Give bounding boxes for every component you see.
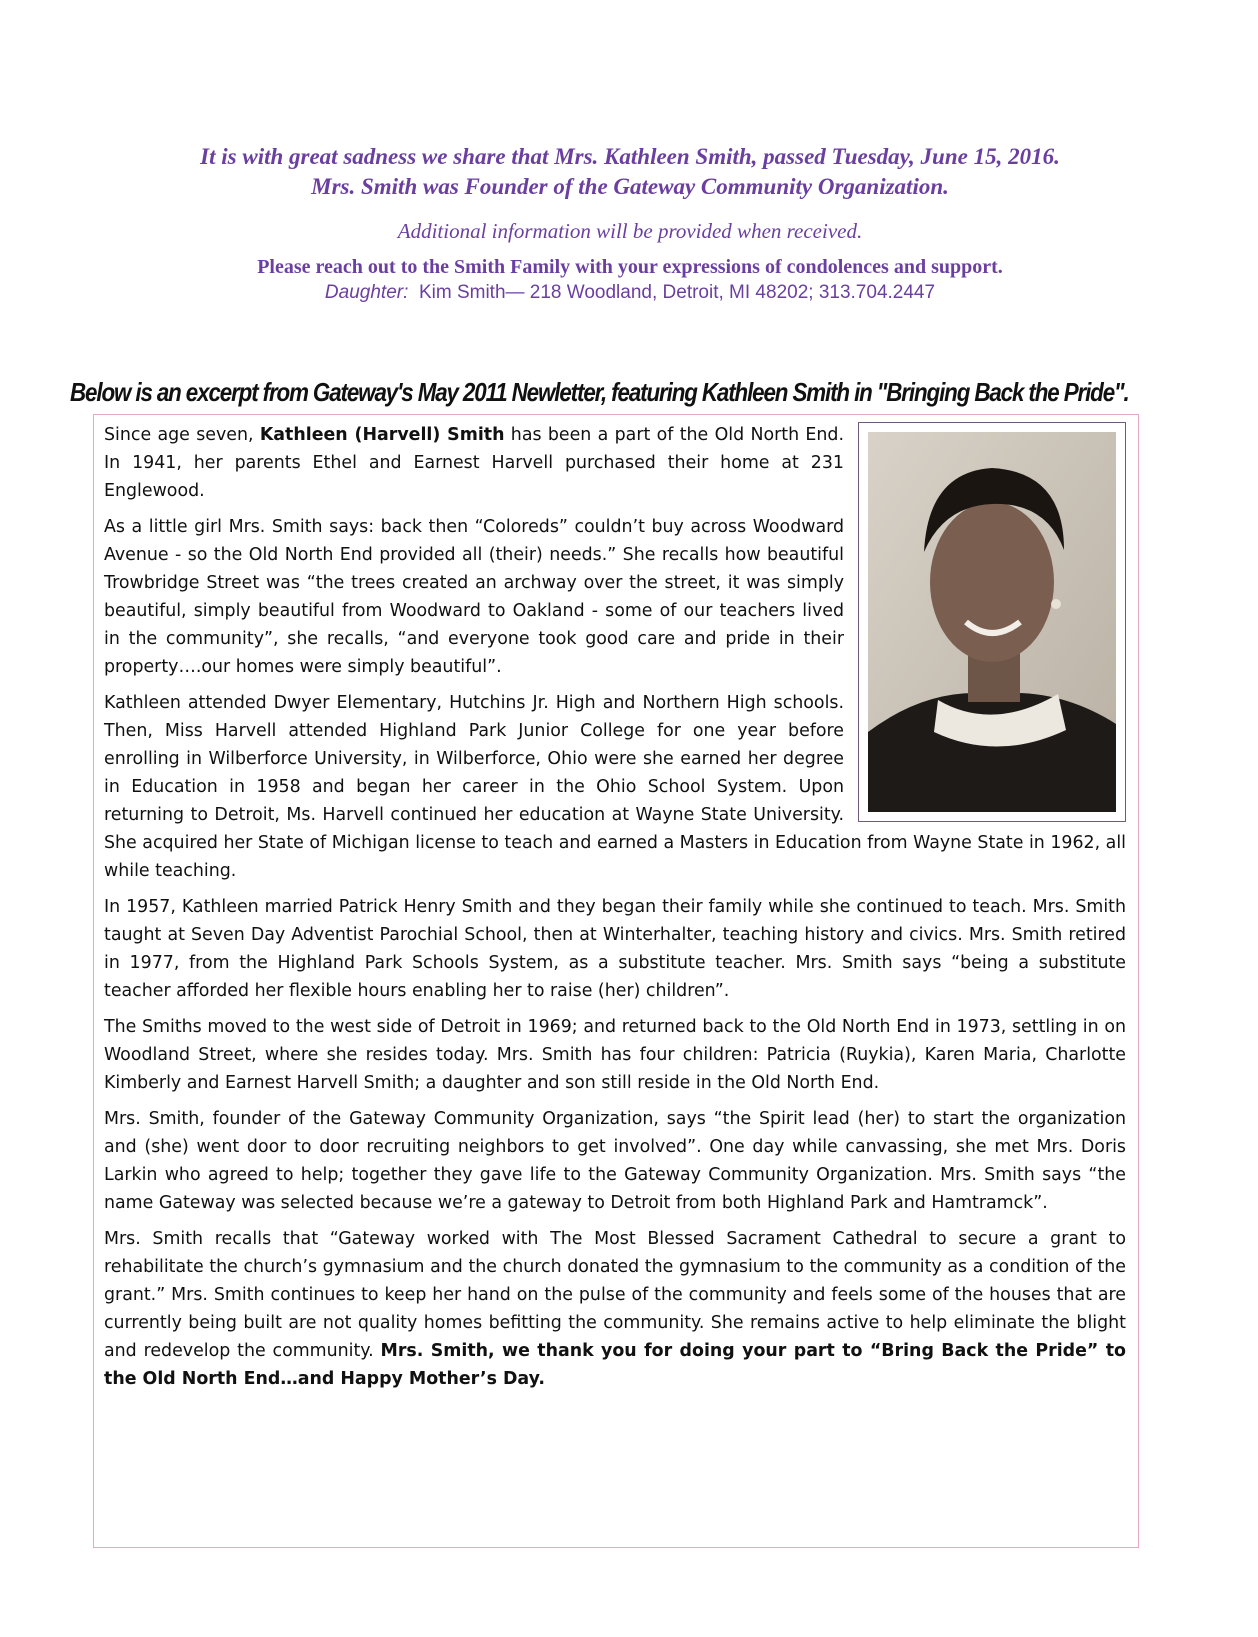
contact-value: Kim Smith— 218 Woodland, Detroit, MI 48202; 313.704.2447 <box>418 282 936 303</box>
contact-line <box>60 280 1200 306</box>
article-paragraph-2: As a little girl Mrs. Smith says: back then “Coloreds” couldn’t buy across Woodward Avenue - so the Old North End provided all (their) needs.” She recalls how beautiful Trowbridge Street was “the trees created an archway over the street, it was simply beautiful, simply beautiful from Woodward to Oakland - some of our teachers lived in the community”, she recalls, “and everyone took good care and pride in their property….our homes were simply beautiful”. <box>104 517 844 677</box>
article-paragraph-6: Mrs. Smith, founder of the Gateway Community Organization, says “the Spirit lead (her) to start the organization and (she) went door to door recruiting neighbors to get involved”. One day while canvassing, she met Mrs. Doris Larkin who agreed to help; together they gave life to the Gateway Community Organization. Mrs. Smith says “the name Gateway was selected because we’re a gateway to Detroit from both Highland Park and Hamtramck”. <box>104 1109 1126 1213</box>
announcement-line-3: Additional information will be provided when received. <box>397 219 863 243</box>
article-paragraph-7: Mrs. Smith recalls that “Gateway worked with The Most Blessed Sacrament Cathedral to secure a grant to rehabilitate the church’s gymnasium and the church donated the gymnasium to the community as a condition of the grant.” Mrs. Smith continues to keep her hand on the pulse of the community and feels some of the houses that are currently being built are not quality homes befitting the community. She remains active to help eliminate the blight and redevelop the community. Mrs. Smith, we thank you for doing your part to “Bring Back the Pride” to the Old North End…and Happy Mother’s Day. <box>104 1229 1126 1389</box>
portrait-photo <box>858 422 1126 822</box>
article-box <box>93 414 1139 1548</box>
closing-thanks: Mrs. Smith, we thank you for doing your part to “Bring Back the Pride” to the Old North End…and Happy Mother’s Day. <box>104 1341 1126 1389</box>
excerpt-heading: Below is an excerpt from Gateway's May 2011 Newletter, featuring Kathleen Smith in "Bringing Back the Pride". <box>70 377 1129 407</box>
announcement-line-1: It is with great sadness we share that Mrs. Kathleen Smith, passed Tuesday, June 15, 2016. <box>200 144 1060 169</box>
article-paragraph-1: Since age seven, Kathleen (Harvell) Smith has been a part of the Old North End. In 1941, her parents Ethel and Earnest Harvell purchased their home at 231 Englewood. <box>104 425 844 501</box>
subject-name: Kathleen (Harvell) Smith <box>259 425 505 445</box>
announcement <box>60 142 1200 306</box>
portrait-image <box>868 432 1116 812</box>
article-body <box>104 421 1126 1401</box>
article-paragraph-4: In 1957, Kathleen married Patrick Henry Smith and they began their family while she continued to teach. Mrs. Smith taught at Seven Day Adventist Parochial School, then at Winterhalter, teaching history and civics. Mrs. Smith retired in 1977, from the Highland Park Schools System, as a substitute teacher. Mrs. Smith says “being a substitute teacher afforded her flexible hours enabling her to raise (her) children”. <box>104 897 1126 1001</box>
article-paragraph-3: Kathleen attended Dwyer Elementary, Hutchins Jr. High and Northern High schools. Then, Miss Harvell attended Highland Park Junior College for one year before enrolling in Wilberforce University, in Wilberforce, Ohio were she earned her degree in Education in 1958 and began her career in the Ohio School System. Upon returning to Detroit, Ms. Harvell continued her education at Wayne State University. She acquired her State of Michigan license to teach and earned a Masters in Education from Wayne State in 1962, all while teaching. <box>104 693 1126 881</box>
announcement-line-2: Mrs. Smith was Founder of the Gateway Community Organization. <box>311 174 949 199</box>
contact-label: Daughter: <box>324 282 409 303</box>
announcement-line-4: Please reach out to the Smith Family with your expressions of condolences and support. <box>257 256 1003 278</box>
article-paragraph-5: The Smiths moved to the west side of Detroit in 1969; and returned back to the Old North End in 1973, settling in on Woodland Street, where she resides today. Mrs. Smith has four children: Patricia (Ruykia), Karen Maria, Charlotte Kimberly and Earnest Harvell Smith; a daughter and son still reside in the Old North End. <box>104 1017 1126 1093</box>
